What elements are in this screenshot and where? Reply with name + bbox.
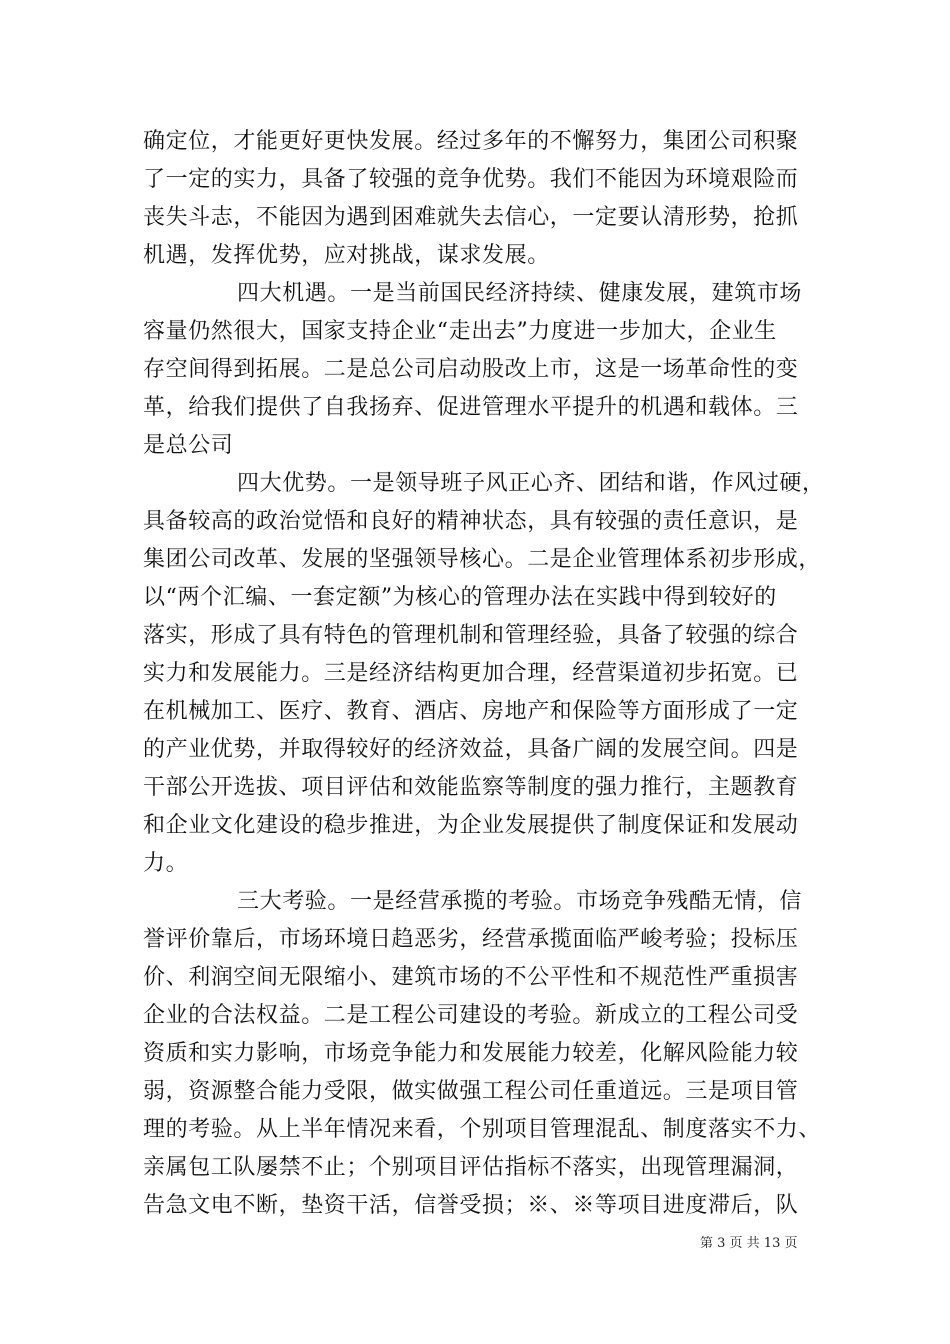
text-line: 是总公司: [143, 433, 234, 458]
text-line: 誉评价靠后，市场环境日趋恶劣，经营承揽面临严峻考验；投标压: [143, 927, 799, 952]
page-number-footer: 第 3 页 共 13 页: [700, 1236, 798, 1251]
text-line: 集团公司改革、发展的坚强领导核心。二是企业管理体系初步形成，: [143, 547, 822, 572]
paragraph-heading-line: 三大考验。一是经营承揽的考验。市场竞争残酷无情，信: [237, 889, 803, 914]
text-line: 落实，形成了具有特色的管理机制和管理经验，具备了较强的综合: [143, 623, 799, 648]
text-line: 实力和发展能力。三是经济结构更加合理，经营渠道初步拓宽。已: [143, 661, 799, 686]
text-line: 了一定的实力，具备了较强的竞争优势。我们不能因为环境艰险而: [143, 167, 799, 192]
text-line: 存空间得到拓展。二是总公司启动股改上市，这是一场革命性的变: [143, 357, 799, 382]
text-line: 机遇，发挥优势，应对挑战，谋求发展。: [143, 243, 550, 268]
paragraph-heading-line: 四大机遇。一是当前国民经济持续、健康发展，建筑市场: [237, 281, 803, 306]
text-line: 以“两个汇编、一套定额”为核心的管理办法在实践中得到较好的: [143, 585, 777, 610]
paragraph-heading-line: 四大优势。一是领导班子风正心齐、团结和谐，作风过硬，: [237, 471, 825, 496]
text-line: 的产业优势，并取得较好的经济效益，具备广阔的发展空间。四是: [143, 737, 799, 762]
text-line: 在机械加工、医疗、教育、酒店、房地产和保险等方面形成了一定: [143, 699, 799, 724]
text-line: 力。: [143, 851, 189, 876]
text-line: 和企业文化建设的稳步推进，为企业发展提供了制度保证和发展动: [143, 813, 799, 838]
text-line: 价、利润空间无限缩小、建筑市场的不公平性和不规范性严重损害: [143, 965, 799, 990]
text-line: 亲属包工队屡禁不止；个别项目评估指标不落实，出现管理漏洞，: [143, 1155, 799, 1180]
text-line: 干部公开选拔、项目评估和效能监察等制度的强力推行，主题教育: [143, 775, 799, 800]
text-line: 确定位，才能更好更快发展。经过多年的不懈努力，集团公司积聚: [143, 129, 799, 154]
text-line: 理的考验。从上半年情况来看，个别项目管理混乱、制度落实不力、: [143, 1117, 822, 1142]
text-line: 容量仍然很大，国家支持企业“走出去”力度进一步加大，企业生: [143, 319, 777, 344]
text-line: 企业的合法权益。二是工程公司建设的考验。新成立的工程公司受: [143, 1003, 799, 1028]
text-line: 资质和实力影响，市场竞争能力和发展能力较差，化解风险能力较: [143, 1041, 799, 1066]
text-line: 告急文电不断，垫资干活，信誉受损；※、※等项目进度滞后，队: [143, 1193, 799, 1218]
text-line: 丧失斗志，不能因为遇到困难就失去信心，一定要认清形势，抢抓: [143, 205, 799, 230]
text-line: 弱，资源整合能力受限，做实做强工程公司任重道远。三是项目管: [143, 1079, 799, 1104]
text-line: 革，给我们提供了自我扬弃、促进管理水平提升的机遇和载体。三: [143, 395, 799, 420]
text-line: 具备较高的政治觉悟和良好的精神状态，具有较强的责任意识，是: [143, 509, 799, 534]
